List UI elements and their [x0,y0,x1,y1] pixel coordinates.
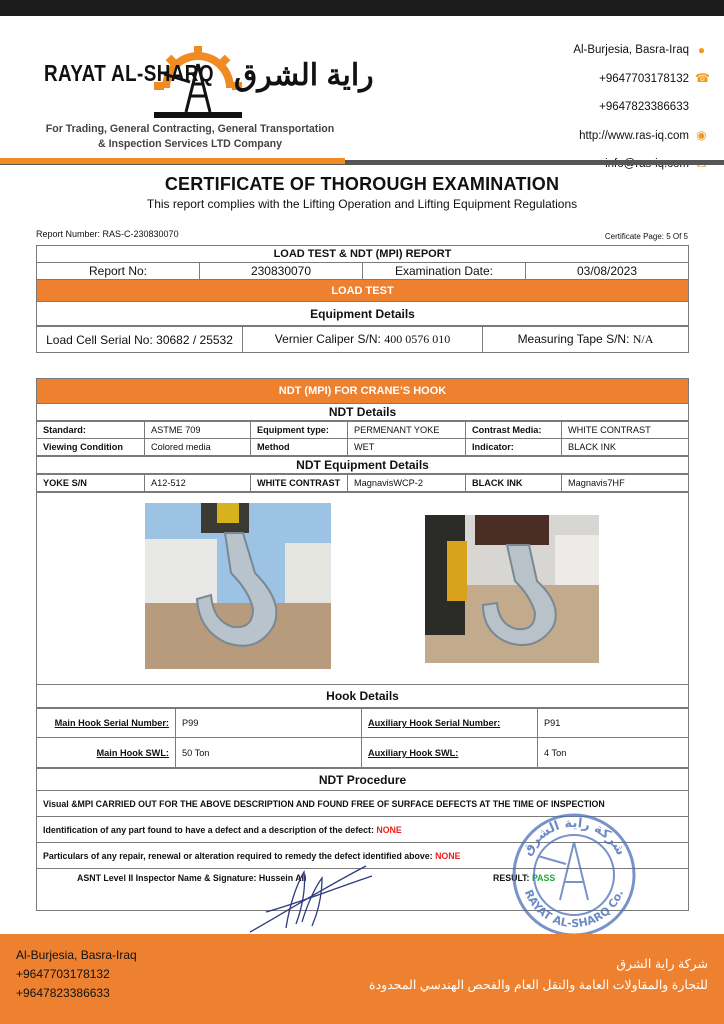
aux-hook-swl-label [362,738,538,768]
document-subtitle: This report complies with the Lifting Operation and Lifting Equipment Regulations [146,197,578,211]
vernier-label: Vernier Caliper S/N: [274,332,381,346]
contrast-media-label: Contrast Media: [466,422,562,439]
company-description [40,122,340,152]
defect-value: NONE [376,824,402,835]
main-hook-swl-label-text: Main Hook SWL: [96,747,169,758]
black-ink-value: Magnavis7HF [562,475,689,492]
load-test-header: LOAD TEST [37,280,689,302]
ndt-equipment-details-title: NDT Equipment Details [37,457,689,474]
company-name-en: RAYAT AL-SHARQ [44,60,214,86]
defect-label: Identification of any part found to have a defect and a description of the defect: [43,824,374,835]
tape-value: N/A [632,332,654,346]
inspector-label: ASNT Level II Inspector Name & Signature: [77,873,257,883]
stamp-top-text: شركة راية الشرق [519,815,629,859]
standard-value: ASTME 709 [145,422,251,439]
document-title: CERTIFICATE OF THOROUGH EXAMINATION [164,174,560,194]
footer-phone2[interactable]: +9647823386633 [16,986,110,1000]
repair-value: NONE [435,850,461,861]
hook-photo-2 [425,515,599,663]
report-number: Report Number: RAS-C-230830070 [36,229,179,239]
contact-phone2-text[interactable]: +9647823386633 [599,101,689,114]
report-title: LOAD TEST & NDT (MPI) REPORT [37,246,689,263]
company-description-line1: For Trading, General Contracting, General Transportation [45,123,335,135]
main-hook-serial-label [37,709,176,738]
company-stamp-icon [508,812,640,938]
main-hook-swl-value: 50 Ton [176,738,362,768]
footer-arabic-line1: شركة راية الشرق [616,957,708,971]
location-pin-icon: ● [697,42,706,57]
report-no-label: Report No: [37,263,200,280]
aux-hook-swl-label-text: Auxiliary Hook SWL: [368,747,459,758]
gear-derrick-logo-icon [150,44,246,130]
main-hook-serial-label-text: Main Hook Serial Number: [54,718,169,728]
white-contrast-label: WHITE CONTRAST [251,475,348,492]
inspector-name: Hussein Ali [258,873,307,883]
measuring-tape [483,327,689,353]
load-test-block [36,245,689,353]
hook-details-title: Hook Details [37,685,689,708]
company-name-ar: راية الشرق [234,59,374,92]
top-dark-bar [0,0,724,16]
standard-label: Standard: [37,422,145,439]
yoke-value: A12-512 [145,475,251,492]
repair-label: Particulars of any repair, renewal or alteration required to remedy the defect identified above: [43,850,433,861]
exam-date-value: 03/08/2023 [526,263,689,280]
contact-address-text: Al-Burjesia, Basra-Iraq [573,44,689,57]
company-description-line2: & Inspection Services LTD Company [97,138,283,150]
hook-photos-cell [37,493,689,685]
tape-label: Measuring Tape S/N: [517,332,630,346]
viewing-condition-label: Viewing Condition [37,439,145,456]
vernier-value: 400 0576 010 [384,332,451,346]
inspector-signature-icon [246,852,376,936]
globe-icon: ◉ [696,128,707,143]
aux-hook-serial-label-text: Auxiliary Hook Serial Number: [368,718,501,728]
phone-icon: ☎ [695,71,710,86]
load-cell-serial: Load Cell Serial No: 30682 / 25532 [37,327,243,353]
yoke-label: YOKE S/N [37,475,145,492]
aux-hook-swl-value: 4 Ton [538,738,689,768]
procedure-text: Visual &MPI CARRIED OUT FOR THE ABOVE DESCRIPTION AND FOUND FREE OF SURFACE DEFECTS AT THE TIME OF INSPECTION [37,791,689,817]
contrast-media-value: WHITE CONTRAST [562,422,689,439]
footer-contacts [16,946,137,1003]
hook-photo-1 [145,503,331,669]
white-contrast-value: MagnavisWCP-2 [348,475,466,492]
method-value: WET [348,439,466,456]
contact-website-link[interactable]: http://www.ras-iq.com [579,129,689,142]
footer-phone1[interactable]: +9647703178132 [16,967,110,981]
ndt-details-title: NDT Details [37,404,689,421]
contact-address [573,36,708,65]
footer-arabic-line2: للتجارة والمقاولات العامة والنقل العام والفحص الهندسي المحدودة [369,978,708,992]
contact-website[interactable] [573,122,708,151]
footer-arabic [369,954,708,996]
aux-hook-serial-value: P91 [538,709,689,738]
result-label: RESULT: [493,873,530,883]
result-value: PASS [531,873,556,883]
indicator-value: BLACK INK [562,439,689,456]
method-label: Method [251,439,348,456]
equipment-details-title: Equipment Details [37,302,689,326]
main-hook-serial-value: P99 [176,709,362,738]
contact-list [573,36,708,179]
contact-phone1-text[interactable]: +9647703178132 [599,72,689,85]
ndt-procedure-title: NDT Procedure [37,769,689,791]
vernier-caliper [243,327,483,353]
contact-phone2[interactable] [573,93,708,122]
footer [0,934,724,1024]
footer-address: Al-Burjesia, Basra-Iraq [16,948,137,962]
equipment-type-value: PERMENANT YOKE [348,422,466,439]
header-divider-orange [0,158,345,164]
indicator-label: Indicator: [466,439,562,456]
letterhead [0,16,724,162]
exam-date-label: Examination Date: [363,263,526,280]
aux-hook-serial-label [362,709,538,738]
black-ink-label: BLACK INK [466,475,562,492]
equipment-type-label: Equipment type: [251,422,348,439]
viewing-condition-value: Colored media [145,439,251,456]
certificate-page: Certificate Page: 5 Of 5 [604,232,688,241]
report-no-value: 230830070 [200,263,363,280]
stamp-bottom-text: RAYAT AL-SHARQ Co. [521,887,627,931]
spacer-icon [695,101,708,114]
ndt-section-header: NDT (MPI) FOR CRANE’S HOOK [37,379,689,404]
main-hook-swl-label [37,738,176,768]
contact-phone1[interactable] [573,65,708,94]
